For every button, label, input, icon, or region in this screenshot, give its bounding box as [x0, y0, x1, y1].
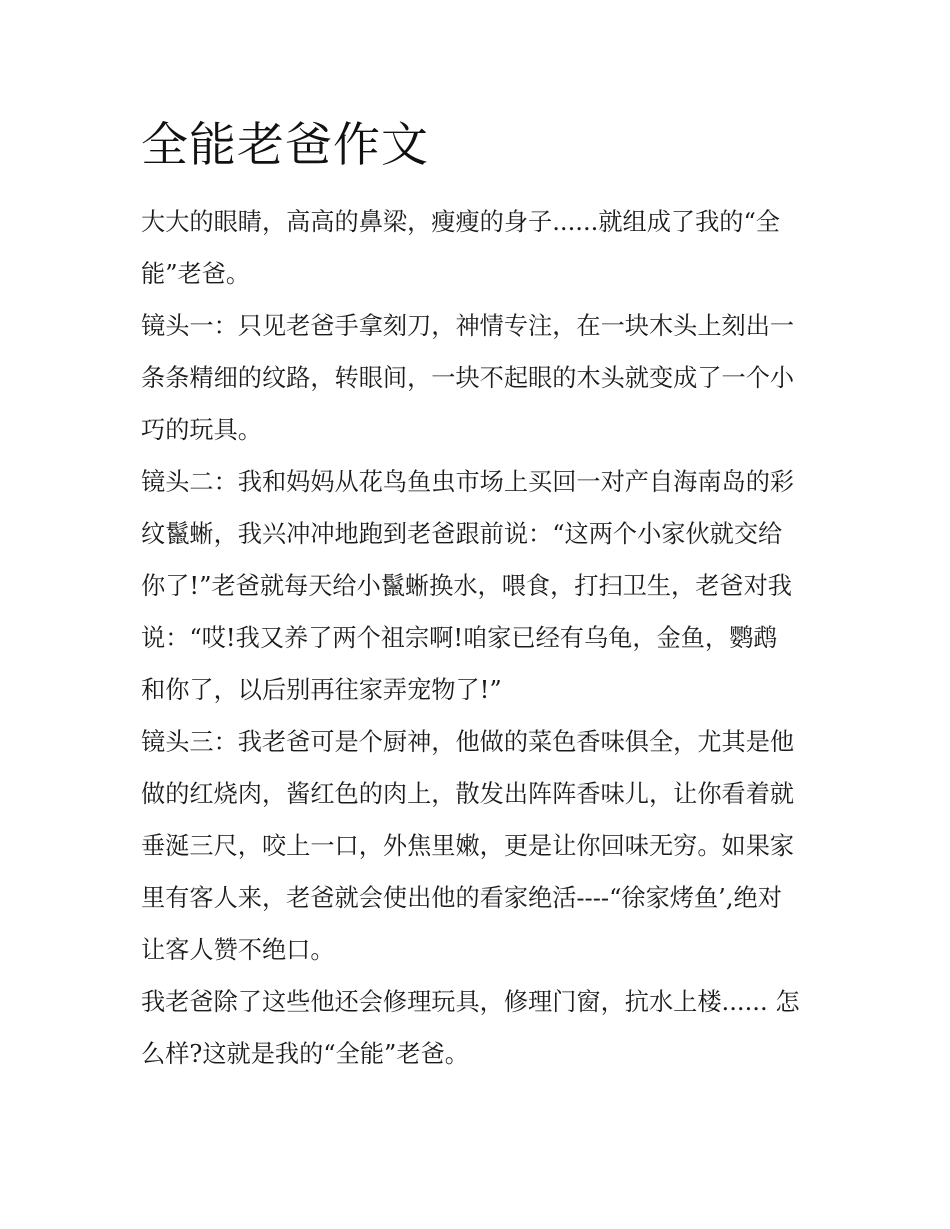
- paragraph-line: 能”老爸。: [141, 260, 251, 288]
- paragraph-line: 让客人赞不绝口。: [141, 936, 335, 964]
- paragraph-line: 说：“哎!我又养了两个祖宗啊!咱家已经有乌龟，金鱼，鹦鹉: [141, 624, 778, 652]
- paragraph-line: 纹鬣蜥，我兴冲冲地跑到老爸跟前说：“这两个小家伙就交给: [141, 520, 783, 548]
- paragraph-line: 垂涎三尺，咬上一口，外焦里嫩，更是让你回味无穷。如果家: [141, 832, 795, 860]
- paragraph-line: 大大的眼睛，高高的鼻梁，瘦瘦的身子......就组成了我的“全: [141, 208, 780, 236]
- paragraph-scene-three: [141, 716, 817, 976]
- paragraph-scene-two: [141, 456, 817, 716]
- paragraph-line: 做的红烧肉，酱红色的肉上，散发出阵阵香味儿，让你看着就: [141, 780, 795, 808]
- document-body: [141, 196, 817, 1080]
- paragraph-line: 里有客人来，老爸就会使出他的看家绝活----“徐家烤鱼’,绝对: [141, 884, 782, 912]
- paragraph-line: 你了!”老爸就每天给小鬣蜥换水，喂食，打扫卫生，老爸对我: [141, 572, 792, 600]
- paragraph-line: 镜头二：我和妈妈从花鸟鱼虫市场上买回一对产自海南岛的彩: [141, 468, 795, 496]
- document-title: 全能老爸作文: [141, 118, 429, 173]
- paragraph-scene-one: [141, 300, 817, 456]
- paragraph-line: 镜头一：只见老爸手拿刻刀，神情专注，在一块木头上刻出一: [141, 312, 795, 340]
- paragraph-conclusion: [141, 976, 817, 1080]
- paragraph-intro: [141, 196, 817, 300]
- paragraph-line: 条条精细的纹路，转眼间，一块不起眼的木头就变成了一个小: [141, 364, 795, 392]
- paragraph-line: 镜头三：我老爸可是个厨神，他做的菜色香味俱全，尤其是他: [141, 728, 795, 756]
- paragraph-line: 我老爸除了这些他还会修理玩具，修理门窗，抗水上楼...... 怎: [141, 988, 800, 1016]
- paragraph-line: 和你了，以后别再往家弄宠物了!”: [141, 676, 502, 704]
- paragraph-line: 么样?这就是我的“全能”老爸。: [141, 1040, 469, 1068]
- paragraph-line: 巧的玩具。: [141, 416, 262, 444]
